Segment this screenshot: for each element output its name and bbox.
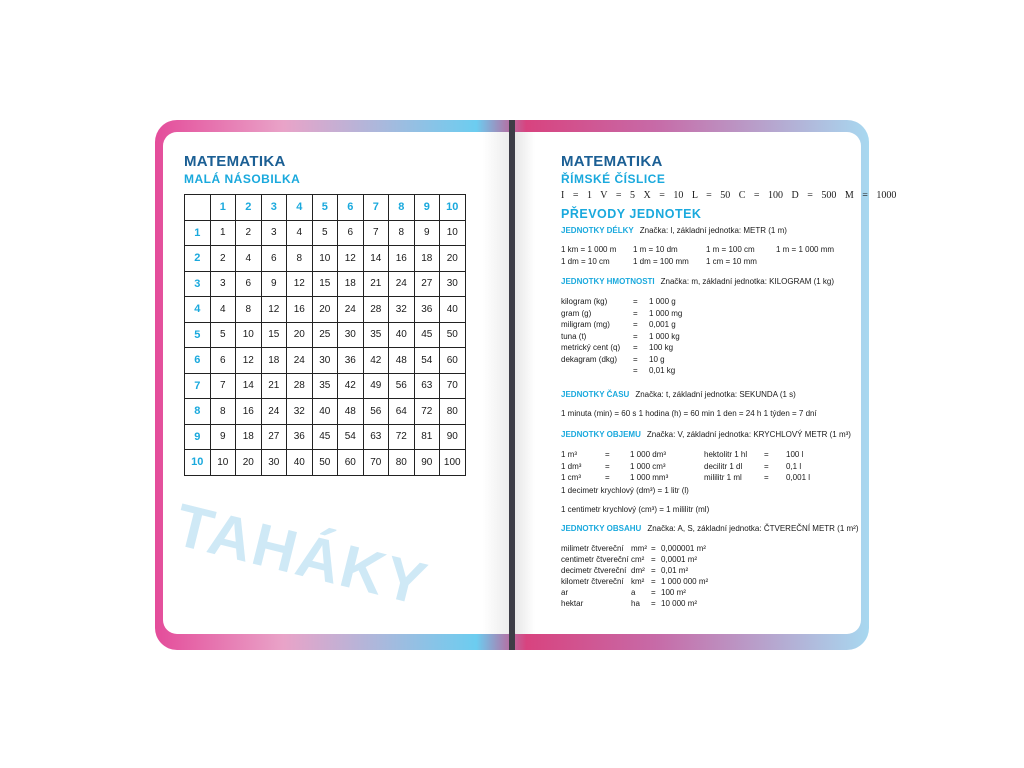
table-cell: 20: [440, 246, 466, 272]
length-item: 1 m = 10 dm: [633, 245, 678, 254]
table-cell: 24: [287, 348, 313, 374]
table-cell: 60: [440, 348, 466, 374]
table-cell: 80: [440, 399, 466, 425]
mass-desc: Značka: m, základní jednotka: KILOGRAM (1 kg): [660, 277, 835, 286]
table-cell: 6: [338, 220, 364, 246]
table-row-header-cell: 2: [185, 246, 211, 272]
area-row: [561, 576, 721, 587]
table-cell: 27: [261, 424, 287, 450]
mass-cell: =: [633, 297, 638, 306]
area-cell: =: [651, 555, 656, 564]
table-cell: 4: [287, 220, 313, 246]
mass-cell: dekagram (dkg): [561, 354, 618, 364]
volume-cell: 1 000 cm³: [630, 461, 666, 471]
table-cell: 12: [338, 246, 364, 272]
table-cell: 5: [312, 220, 338, 246]
table-cell: 2: [236, 220, 262, 246]
area-table: [561, 543, 721, 609]
table-cell: 18: [261, 348, 287, 374]
area-cell: mm²: [631, 544, 647, 553]
area-cell: 1 000 000 m²: [661, 577, 709, 586]
table-cell: 4: [210, 297, 236, 323]
table-cell: 30: [312, 348, 338, 374]
table-cell: 21: [363, 271, 389, 297]
mass-row: [561, 296, 709, 308]
right-page-title: MATEMATIKA: [561, 153, 663, 170]
mass-tag: JEDNOTKY HMOTNOSTI: [561, 277, 655, 286]
table-cell: 27: [414, 271, 440, 297]
area-row: [561, 554, 721, 565]
mass-cell: 1 000 kg: [649, 331, 680, 341]
table-cell: 10: [440, 220, 466, 246]
table-cell: 15: [312, 271, 338, 297]
time-tag: JEDNOTKY ČASU: [561, 390, 630, 399]
table-cell: 32: [389, 297, 415, 323]
table-row-header-cell: 1: [185, 220, 211, 246]
table-cell: 35: [312, 373, 338, 399]
mass-cell: tuna (t): [561, 331, 587, 341]
mass-cell: 1 000 g: [649, 297, 676, 306]
mass-cell: metrický cent (q): [561, 343, 621, 352]
length-item: 1 m = 1 000 mm: [776, 245, 835, 254]
area-cell: =: [651, 588, 656, 597]
time-section-header: [561, 390, 796, 399]
table-row-header-cell: 10: [185, 450, 211, 476]
table-cell: 70: [363, 450, 389, 476]
area-row: [561, 598, 721, 609]
table-cell: 10: [312, 246, 338, 272]
table-header-cell: 8: [389, 195, 415, 221]
mass-cell: =: [633, 331, 638, 341]
mass-cell: 0,001 g: [649, 320, 676, 329]
length-item: 1 dm = 10 cm: [561, 256, 610, 266]
table-row-header-cell: 5: [185, 322, 211, 348]
volume-line-2: 1 centimetr krychlový (cm³) = 1 mililitr (ml): [561, 505, 710, 514]
table-row: [185, 297, 466, 323]
table-cell: 7: [363, 220, 389, 246]
table-cell: 72: [414, 399, 440, 425]
table-cell: 3: [210, 271, 236, 297]
unit-conversion-title: PŘEVODY JEDNOTEK: [561, 207, 702, 221]
table-cell: 28: [287, 373, 313, 399]
volume-cell: =: [605, 461, 610, 471]
area-cell: kilometr čtvereční: [561, 577, 624, 586]
table-cell: 8: [389, 220, 415, 246]
table-cell: 6: [261, 246, 287, 272]
volume-line-1: 1 decimetr krychlový (dm³) = 1 litr (l): [561, 486, 689, 495]
area-cell: 0,01 m²: [661, 566, 689, 575]
table-cell: 40: [312, 399, 338, 425]
table-header-cell: 7: [363, 195, 389, 221]
area-cell: cm²: [631, 555, 645, 564]
table-row: [185, 220, 466, 246]
area-cell: a: [631, 588, 636, 597]
table-corner-cell: [185, 195, 211, 221]
mass-cell: gram (g): [561, 308, 592, 318]
area-cell: 10 000 m²: [661, 599, 698, 608]
table-cell: 9: [210, 424, 236, 450]
mass-cell: [561, 365, 633, 377]
table-cell: 20: [287, 322, 313, 348]
table-cell: 40: [440, 297, 466, 323]
mass-cell: 1 000 mg: [649, 308, 683, 318]
table-cell: 20: [236, 450, 262, 476]
table-cell: 64: [389, 399, 415, 425]
table-cell: 14: [236, 373, 262, 399]
volume-cell: =: [764, 461, 769, 471]
table-cell: 12: [261, 297, 287, 323]
area-cell: hektar: [561, 599, 584, 608]
area-cell: dm²: [631, 566, 645, 575]
time-desc: Značka: t, základní jednotka: SEKUNDA (1 s): [635, 390, 796, 399]
volume-cell: =: [764, 450, 769, 459]
volume-cell: mililitr 1 ml: [704, 473, 742, 482]
table-cell: 20: [312, 297, 338, 323]
volume-cell: 1 000 mm³: [630, 473, 669, 482]
table-row: [185, 348, 466, 374]
length-item: 1 cm = 10 mm: [706, 256, 757, 266]
length-lines: [561, 244, 834, 267]
table-cell: 90: [440, 424, 466, 450]
table-cell: 12: [287, 271, 313, 297]
table-cell: 49: [363, 373, 389, 399]
volume-cell: hektolitr 1 hl: [704, 450, 748, 459]
volume-cell: 1 000 dm³: [630, 450, 667, 459]
table-cell: 24: [261, 399, 287, 425]
mass-row: [561, 354, 709, 366]
mass-section-header: [561, 277, 834, 286]
table-cell: 8: [287, 246, 313, 272]
mass-row: [561, 319, 709, 331]
table-cell: 40: [389, 322, 415, 348]
table-row: [185, 322, 466, 348]
table-cell: 2: [210, 246, 236, 272]
table-cell: 10: [236, 322, 262, 348]
volume-cell: =: [605, 450, 610, 459]
table-header-cell: 6: [338, 195, 364, 221]
table-cell: 63: [414, 373, 440, 399]
table-cell: 42: [338, 373, 364, 399]
multiplication-table: [184, 194, 466, 476]
area-cell: =: [651, 544, 656, 553]
table-cell: 10: [210, 450, 236, 476]
mass-table: [561, 296, 709, 377]
table-cell: 12: [236, 348, 262, 374]
volume-cell: 1 m³: [561, 450, 577, 459]
area-row: [561, 587, 721, 598]
area-cell: =: [651, 566, 656, 575]
table-cell: 63: [363, 424, 389, 450]
table-header-cell: 10: [440, 195, 466, 221]
mass-cell: =: [633, 343, 638, 352]
area-section-header: [561, 524, 859, 533]
table-cell: 3: [261, 220, 287, 246]
volume-row: [561, 461, 826, 473]
mass-row: [561, 365, 709, 377]
time-line: 1 minuta (min) = 60 s 1 hodina (h) = 60 min 1 den = 24 h 1 týden = 7 dní: [561, 409, 817, 418]
area-cell: km²: [631, 577, 645, 586]
table-row: [185, 424, 466, 450]
roman-numerals-line: I = 1 V = 5 X = 10 L = 50 C = 100 D = 500 M = 1000: [561, 190, 897, 201]
area-cell: 100 m²: [661, 588, 686, 597]
area-cell: =: [651, 577, 656, 586]
mass-cell: =: [633, 366, 638, 375]
mass-row: [561, 331, 709, 343]
table-row: [185, 399, 466, 425]
table-cell: 32: [287, 399, 313, 425]
table-row-header-cell: 7: [185, 373, 211, 399]
table-cell: 16: [287, 297, 313, 323]
table-cell: 24: [338, 297, 364, 323]
volume-row: [561, 449, 826, 461]
area-desc: Značka: A, S, základní jednotka: ČTVEREČNÍ METR (1 m²): [647, 524, 859, 533]
area-cell: 0,000001 m²: [661, 544, 706, 553]
table-header-cell: 4: [287, 195, 313, 221]
area-cell: 0,0001 m²: [661, 555, 698, 564]
area-row: [561, 565, 721, 576]
length-item: 1 dm = 100 mm: [633, 256, 689, 266]
table-cell: 36: [414, 297, 440, 323]
table-cell: 15: [261, 322, 287, 348]
table-cell: 40: [287, 450, 313, 476]
volume-section-header: [561, 430, 851, 439]
table-cell: 54: [338, 424, 364, 450]
length-desc: Značka: l, základní jednotka: METR (1 m): [639, 226, 787, 235]
mass-cell: 100 kg: [649, 343, 674, 352]
table-cell: 56: [363, 399, 389, 425]
mass-row: [561, 308, 709, 320]
table-cell: 48: [338, 399, 364, 425]
table-cell: 42: [363, 348, 389, 374]
area-row: [561, 543, 721, 554]
table-row-header-cell: 4: [185, 297, 211, 323]
table-cell: 1: [210, 220, 236, 246]
multiplication-title: MALÁ NÁSOBILKA: [184, 172, 301, 186]
table-cell: 18: [414, 246, 440, 272]
table-cell: 56: [389, 373, 415, 399]
mass-cell: =: [633, 354, 638, 364]
table-cell: 14: [363, 246, 389, 272]
mass-cell: =: [633, 320, 638, 329]
table-cell: 5: [210, 322, 236, 348]
table-cell: 72: [389, 424, 415, 450]
area-cell: milimetr čtvereční: [561, 544, 624, 553]
mass-cell: kilogram (kg): [561, 297, 608, 306]
area-tag: JEDNOTKY OBSAHU: [561, 524, 642, 533]
table-cell: 6: [210, 348, 236, 374]
table-cell: 18: [236, 424, 262, 450]
volume-cell: decilitr 1 dl: [704, 461, 743, 471]
table-row: [185, 373, 466, 399]
volume-cell: 1 cm³: [561, 473, 581, 482]
table-cell: 24: [389, 271, 415, 297]
table-cell: 36: [338, 348, 364, 374]
mass-row: [561, 342, 709, 354]
length-section-header: [561, 226, 787, 235]
table-cell: 25: [312, 322, 338, 348]
table-cell: 9: [261, 271, 287, 297]
table-cell: 35: [363, 322, 389, 348]
length-item: 1 m = 100 cm: [706, 245, 755, 254]
table-cell: 45: [414, 322, 440, 348]
table-header-cell: 5: [312, 195, 338, 221]
table-cell: 6: [236, 271, 262, 297]
table-cell: 9: [414, 220, 440, 246]
table-cell: 45: [312, 424, 338, 450]
table-row-header-cell: 6: [185, 348, 211, 374]
volume-cell: 0,1 l: [786, 461, 802, 471]
table-cell: 28: [363, 297, 389, 323]
watermark-text: TAHÁKY: [168, 490, 435, 619]
table-header-row: [185, 195, 466, 221]
table-row-header-cell: 8: [185, 399, 211, 425]
volume-cell: =: [764, 473, 769, 482]
table-row-header-cell: 9: [185, 424, 211, 450]
notebook-spine: [509, 120, 515, 650]
table-header-cell: 1: [210, 195, 236, 221]
roman-numerals-title: ŘÍMSKÉ ČÍSLICE: [561, 172, 666, 186]
table-cell: 50: [440, 322, 466, 348]
volume-desc: Značka: V, základní jednotka: KRYCHLOVÝ METR (1 m³): [646, 430, 851, 439]
length-tag: JEDNOTKY DÉLKY: [561, 226, 634, 235]
volume-cell: 0,001 l: [786, 473, 811, 482]
mass-cell: miligram (mg): [561, 320, 610, 329]
table-header-cell: 3: [261, 195, 287, 221]
table-cell: 54: [414, 348, 440, 374]
area-cell: =: [651, 599, 656, 608]
table-cell: 36: [287, 424, 313, 450]
mass-cell: 0,01 kg: [649, 366, 676, 375]
volume-row: [561, 472, 826, 484]
table-cell: 4: [236, 246, 262, 272]
table-cell: 7: [210, 373, 236, 399]
table-cell: 48: [389, 348, 415, 374]
mass-cell: =: [633, 308, 638, 318]
length-item: 1 km = 1 000 m: [561, 245, 617, 254]
table-header-cell: 9: [414, 195, 440, 221]
table-cell: 50: [312, 450, 338, 476]
table-row: [185, 450, 466, 476]
volume-cell: =: [605, 473, 610, 482]
volume-cell: 1 dm³: [561, 461, 582, 471]
left-page-title: MATEMATIKA: [184, 153, 286, 170]
table-cell: 18: [338, 271, 364, 297]
table-cell: 80: [389, 450, 415, 476]
area-cell: ar: [561, 588, 569, 597]
volume-table: [561, 449, 826, 484]
area-cell: centimetr čtvereční: [561, 555, 629, 564]
table-cell: 30: [261, 450, 287, 476]
table-row: [185, 271, 466, 297]
table-cell: 60: [338, 450, 364, 476]
table-cell: 81: [414, 424, 440, 450]
table-header-cell: 2: [236, 195, 262, 221]
table-cell: 70: [440, 373, 466, 399]
area-cell: ha: [631, 599, 640, 608]
table-cell: 16: [389, 246, 415, 272]
table-cell: 30: [338, 322, 364, 348]
table-cell: 90: [414, 450, 440, 476]
volume-cell: 100 l: [786, 450, 804, 459]
volume-tag: JEDNOTKY OBJEMU: [561, 430, 641, 439]
table-cell: 16: [236, 399, 262, 425]
mass-cell: 10 g: [649, 354, 665, 364]
table-cell: 21: [261, 373, 287, 399]
table-row-header-cell: 3: [185, 271, 211, 297]
table-cell: 8: [236, 297, 262, 323]
table-cell: 100: [440, 450, 466, 476]
table-cell: 8: [210, 399, 236, 425]
table-row: [185, 246, 466, 272]
area-cell: decimetr čtvereční: [561, 566, 627, 575]
table-cell: 30: [440, 271, 466, 297]
